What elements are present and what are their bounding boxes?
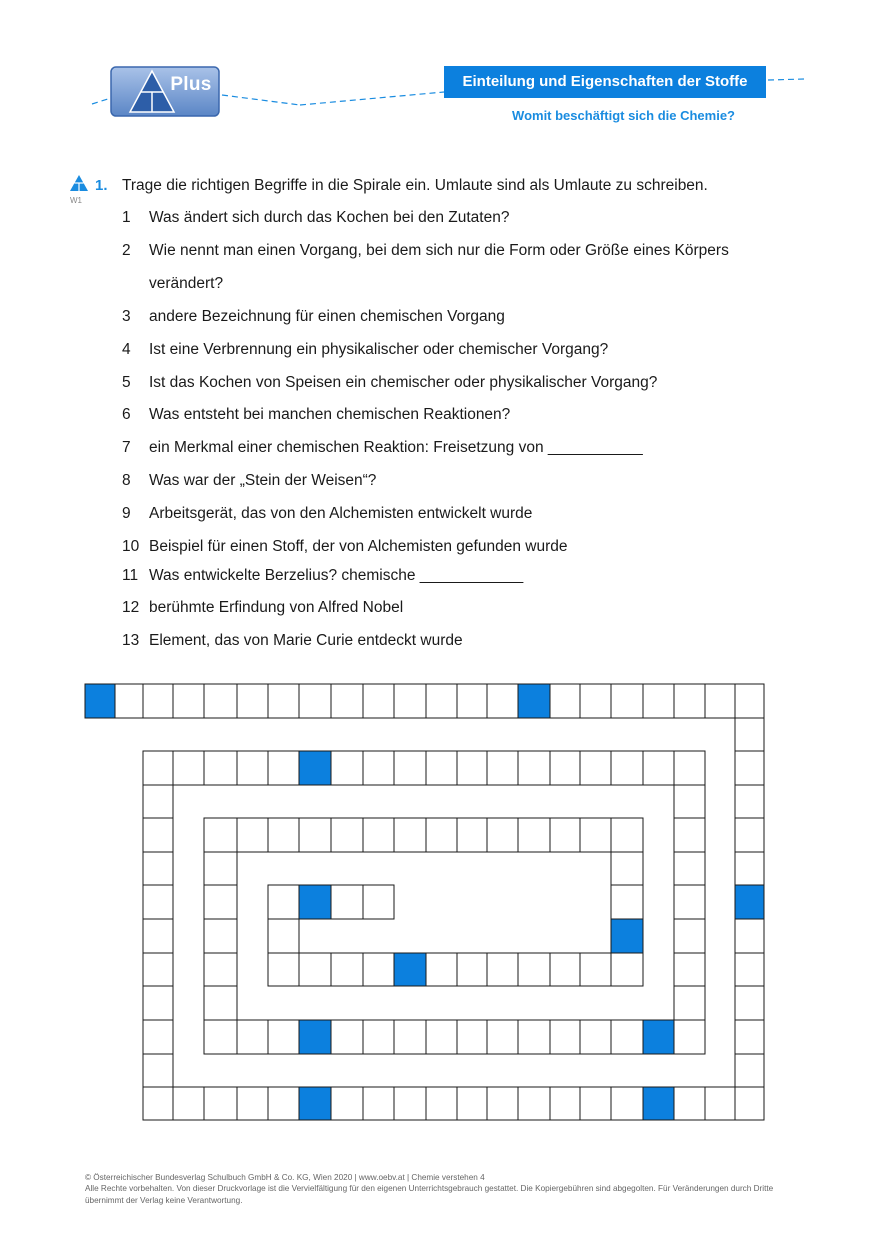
spiral-cell[interactable] [331, 953, 363, 986]
spiral-start-cell[interactable] [394, 953, 426, 986]
spiral-cell[interactable] [331, 818, 363, 852]
spiral-cell[interactable] [611, 751, 643, 785]
spiral-cell[interactable] [143, 852, 173, 885]
spiral-cell[interactable] [611, 818, 643, 852]
spiral-cell[interactable] [580, 1020, 611, 1054]
footer-rights: Alle Rechte vorbehalten. Von dieser Druckvorlage ist die Vervielfältigung für den eigenen Unterrichtsgebrauch gestattet. Die Kopiergebühren sind abgegolten. Für Veränderungen durch Dritte übernimmt der Verlag keine Verantwortung. [85, 1184, 774, 1205]
spiral-cell[interactable] [705, 684, 735, 718]
spiral-cell[interactable] [237, 751, 268, 785]
spiral-cell[interactable] [735, 818, 764, 852]
spiral-cell[interactable] [204, 1087, 237, 1120]
spiral-cell[interactable] [331, 1087, 363, 1120]
spiral-cell[interactable] [611, 684, 643, 718]
question-text: Was entsteht bei manchen chemischen Reaktionen? [149, 406, 511, 423]
question-number: 10 [122, 538, 140, 555]
spiral-cell[interactable] [457, 1087, 487, 1120]
spiral-cell[interactable] [143, 919, 173, 953]
spiral-cell[interactable] [550, 818, 580, 852]
spiral-cell[interactable] [394, 1087, 426, 1120]
spiral-cell[interactable] [143, 785, 173, 818]
spiral-cell[interactable] [237, 818, 268, 852]
question-text-continued: verändert? [149, 275, 224, 292]
spiral-start-cell[interactable] [299, 1020, 331, 1054]
spiral-cell[interactable] [204, 818, 237, 852]
spiral-cell[interactable] [268, 684, 299, 718]
question-text: Was ändert sich durch das Kochen bei den Zutaten? [149, 209, 510, 226]
spiral-start-cell[interactable] [299, 1087, 331, 1120]
question-text: berühmte Erfindung von Alfred Nobel [149, 599, 404, 616]
spiral-cell[interactable] [268, 1020, 299, 1054]
spiral-cell[interactable] [268, 1087, 299, 1120]
question-number: 13 [122, 632, 140, 649]
spiral-cell[interactable] [394, 818, 426, 852]
spiral-cell[interactable] [204, 885, 237, 919]
question-text: Ist das Kochen von Speisen ein chemischer oder physikalischer Vorgang? [149, 374, 658, 391]
spiral-cell[interactable] [580, 818, 611, 852]
spiral-cell[interactable] [487, 953, 518, 986]
spiral-cell[interactable] [457, 751, 487, 785]
spiral-cell[interactable] [426, 818, 457, 852]
spiral-cell[interactable] [611, 852, 643, 885]
spiral-cell[interactable] [674, 1020, 705, 1054]
spiral-cell[interactable] [115, 684, 143, 718]
spiral-cell[interactable] [204, 684, 237, 718]
spiral-cell[interactable] [426, 953, 457, 986]
spiral-cell[interactable] [143, 818, 173, 852]
spiral-cell[interactable] [426, 684, 457, 718]
question-text: andere Bezeichnung für einen chemischen Vorgang [149, 308, 505, 325]
spiral-cell[interactable] [643, 751, 674, 785]
page-subtitle: Womit beschäftigt sich die Chemie? [512, 108, 735, 123]
spiral-cell[interactable] [204, 953, 237, 986]
spiral-cell[interactable] [331, 1020, 363, 1054]
spiral-cell[interactable] [674, 953, 705, 986]
spiral-cell[interactable] [487, 751, 518, 785]
spiral-cell[interactable] [580, 684, 611, 718]
question-number: 4 [122, 341, 131, 358]
question-text: Arbeitsgerät, das von den Alchemisten entwickelt wurde [149, 505, 533, 522]
spiral-cell[interactable] [204, 919, 237, 953]
spiral-start-cell[interactable] [299, 751, 331, 785]
question-number: 7 [122, 439, 131, 456]
spiral-cell[interactable] [457, 684, 487, 718]
spiral-start-cell[interactable] [735, 885, 764, 919]
question-number: 6 [122, 406, 131, 423]
spiral-cell[interactable] [550, 1020, 580, 1054]
spiral-cell[interactable] [394, 684, 426, 718]
spiral-cell[interactable] [237, 1087, 268, 1120]
spiral-cell[interactable] [299, 684, 331, 718]
question-number: 1 [122, 209, 131, 226]
spiral-cell[interactable] [735, 986, 764, 1020]
question-number: 11 [122, 567, 139, 584]
spiral-cell[interactable] [674, 1087, 705, 1120]
spiral-cell[interactable] [363, 684, 394, 718]
spiral-cell[interactable] [735, 1020, 764, 1054]
spiral-cell[interactable] [426, 1020, 457, 1054]
spiral-cell[interactable] [363, 1087, 394, 1120]
spiral-cell[interactable] [173, 1087, 204, 1120]
question-text: Element, das von Marie Curie entdeckt wurde [149, 632, 463, 649]
spiral-cell[interactable] [735, 1054, 764, 1087]
spiral-cell[interactable] [735, 751, 764, 785]
spiral-cell[interactable] [518, 1087, 550, 1120]
spiral-cell[interactable] [204, 852, 237, 885]
spiral-cell[interactable] [143, 684, 173, 718]
spiral-cell[interactable] [268, 885, 299, 919]
question-number: 9 [122, 505, 131, 522]
spiral-cell[interactable] [143, 953, 173, 986]
spiral-cell[interactable] [394, 751, 426, 785]
spiral-cell[interactable] [143, 1054, 173, 1087]
spiral-cell[interactable] [487, 1020, 518, 1054]
spiral-cell[interactable] [735, 852, 764, 885]
question-number: 8 [122, 472, 131, 489]
spiral-cell[interactable] [268, 953, 299, 986]
spiral-cell[interactable] [457, 953, 487, 986]
spiral-cell[interactable] [674, 986, 705, 1020]
spiral-cell[interactable] [143, 885, 173, 919]
spiral-cell[interactable] [143, 751, 173, 785]
footer-copyright: © Österreichischer Bundesverlag Schulbuch GmbH & Co. KG, Wien 2020 | www.oebv.at | Chemie verstehen 4 [85, 1173, 485, 1182]
footer [85, 1172, 805, 1206]
spiral-cell[interactable] [705, 1087, 735, 1120]
question-text: Was entwickelte Berzelius? chemische ____________ [149, 567, 524, 584]
spiral-cell[interactable] [457, 818, 487, 852]
spiral-start-cell[interactable] [299, 885, 331, 919]
spiral-cell[interactable] [674, 885, 705, 919]
spiral-cell[interactable] [674, 684, 705, 718]
spiral-cell[interactable] [735, 1087, 764, 1120]
spiral-cell[interactable] [674, 785, 705, 818]
spiral-cell[interactable] [518, 818, 550, 852]
spiral-cell[interactable] [299, 953, 331, 986]
question-number: 5 [122, 374, 131, 391]
spiral-cell[interactable] [580, 1087, 611, 1120]
question-text: Wie nennt man einen Vorgang, bei dem sich nur die Form oder Größe eines Körpers [149, 242, 729, 259]
spiral-start-cell[interactable] [643, 1087, 674, 1120]
spiral-cell[interactable] [611, 1087, 643, 1120]
spiral-cell[interactable] [580, 953, 611, 986]
spiral-cell[interactable] [173, 751, 204, 785]
task-instruction: Trage die richtigen Begriffe in die Spirale ein. Umlaute sind als Umlaute zu schreiben. [122, 177, 708, 194]
spiral-cell[interactable] [394, 1020, 426, 1054]
spiral-cell[interactable] [550, 1087, 580, 1120]
spiral-cell[interactable] [363, 953, 394, 986]
spiral-start-cell[interactable] [85, 684, 115, 718]
spiral-cell[interactable] [363, 751, 394, 785]
spiral-cell[interactable] [550, 953, 580, 986]
spiral-cell[interactable] [674, 919, 705, 953]
spiral-cell[interactable] [426, 751, 457, 785]
spiral-cell[interactable] [363, 885, 394, 919]
spiral-cell[interactable] [173, 684, 204, 718]
spiral-cell[interactable] [331, 751, 363, 785]
spiral-cell[interactable] [204, 986, 237, 1020]
spiral-cell[interactable] [518, 1020, 550, 1054]
spiral-cell[interactable] [331, 684, 363, 718]
question-text: Beispiel für einen Stoff, der von Alchemisten gefunden wurde [149, 538, 568, 555]
page-title: Einteilung und Eigenschaften der Stoffe [444, 66, 766, 98]
task-level: W1 [70, 196, 82, 205]
spiral-start-cell[interactable] [518, 684, 550, 718]
spiral-cell[interactable] [237, 684, 268, 718]
spiral-cell[interactable] [363, 818, 394, 852]
spiral-cell[interactable] [268, 751, 299, 785]
spiral-cell[interactable] [735, 953, 764, 986]
spiral-cell[interactable] [550, 751, 580, 785]
spiral-cell[interactable] [426, 1087, 457, 1120]
spiral-cell[interactable] [674, 818, 705, 852]
spiral-cell[interactable] [611, 953, 643, 986]
question-text: Was war der „Stein der Weisen“? [149, 472, 377, 489]
spiral-start-cell[interactable] [611, 919, 643, 953]
spiral-cell[interactable] [674, 852, 705, 885]
spiral-cell[interactable] [331, 885, 363, 919]
question-number: 2 [122, 242, 131, 259]
spiral-start-cell[interactable] [643, 1020, 674, 1054]
spiral-cell[interactable] [735, 785, 764, 818]
spiral-cell[interactable] [457, 1020, 487, 1054]
spiral-cell[interactable] [674, 751, 705, 785]
spiral-cell[interactable] [550, 684, 580, 718]
spiral-cell[interactable] [204, 751, 237, 785]
spiral-cell[interactable] [143, 1087, 173, 1120]
spiral-cell[interactable] [268, 919, 299, 953]
spiral-cell[interactable] [611, 1020, 643, 1054]
task-number: 1. [95, 177, 108, 194]
spiral-cell[interactable] [363, 1020, 394, 1054]
spiral-cell[interactable] [518, 953, 550, 986]
spiral-cell[interactable] [143, 986, 173, 1020]
spiral-cell[interactable] [299, 818, 331, 852]
question-number: 3 [122, 308, 131, 325]
spiral-cell[interactable] [237, 1020, 268, 1054]
spiral-cell[interactable] [204, 1020, 237, 1054]
spiral-cell[interactable] [268, 818, 299, 852]
question-number: 12 [122, 599, 140, 616]
logo-text: Plus [170, 74, 212, 95]
spiral-cell[interactable] [487, 1087, 518, 1120]
spiral-cell[interactable] [735, 718, 764, 751]
spiral-cell[interactable] [735, 684, 764, 718]
question-text: ein Merkmal einer chemischen Reaktion: Freisetzung von ___________ [149, 439, 643, 456]
spiral-cell[interactable] [643, 684, 674, 718]
spiral-cell[interactable] [487, 818, 518, 852]
spiral-cell[interactable] [143, 1020, 173, 1054]
spiral-cell[interactable] [518, 751, 550, 785]
spiral-cell[interactable] [611, 885, 643, 919]
spiral-cell[interactable] [487, 684, 518, 718]
spiral-cell[interactable] [580, 751, 611, 785]
spiral-cell[interactable] [735, 919, 764, 953]
question-text: Ist eine Verbrennung ein physikalischer oder chemischer Vorgang? [149, 341, 609, 358]
